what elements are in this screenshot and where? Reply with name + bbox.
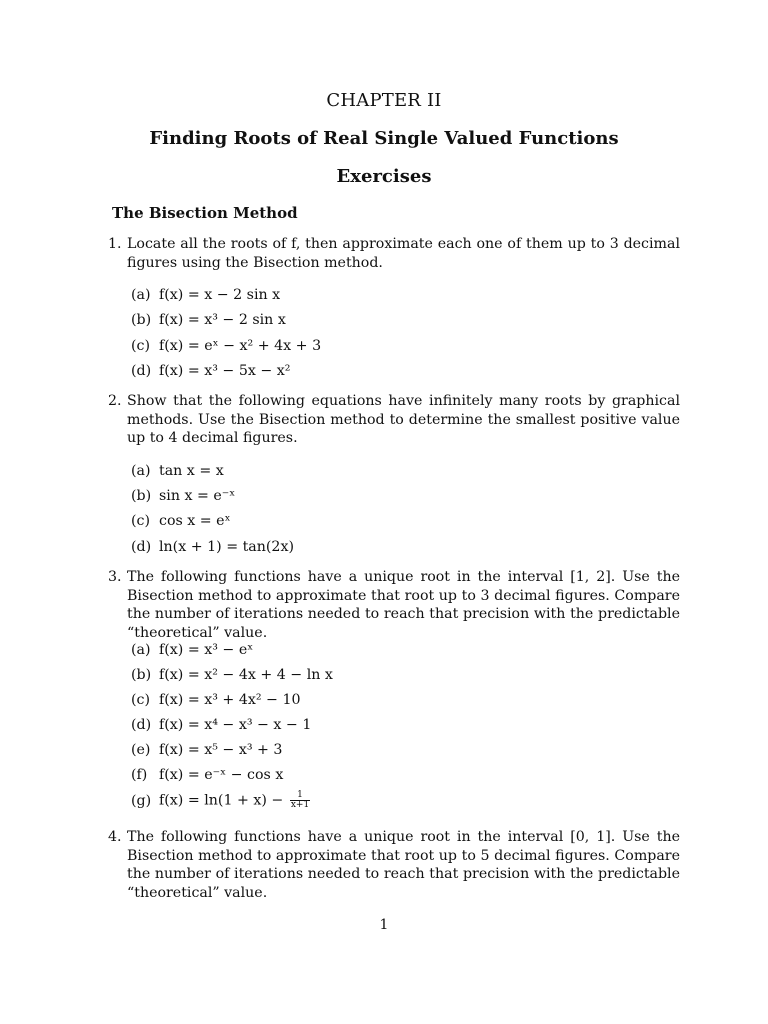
part-expression: cos x = eˣ [159, 513, 231, 529]
problem-number: 3. [108, 569, 122, 585]
problem-number: 1. [108, 236, 122, 252]
problem-part [131, 641, 253, 659]
part-expression: f(x) = x⁵ − x³ + 3 [159, 742, 283, 758]
fraction-denominator: x+1 [290, 800, 310, 810]
problem-text: The following functions have a unique root in the interval [1, 2]. Use the Bisection method to approximate that root up to 3 decimal figures. Compare the number of iterations needed to reach that precision with the predictable “theoretical” value. [127, 569, 680, 641]
part-expression: f(x) = x³ − eˣ [159, 642, 254, 658]
problem-number: 4. [108, 829, 122, 845]
part-expression: f(x) = x³ − 5x − x² [159, 363, 291, 379]
part-label: (b) [131, 667, 152, 683]
problem-part [131, 766, 283, 784]
section-heading: The Bisection Method [112, 204, 298, 222]
problem-text: Locate all the roots of f, then approximate each one of them up to 3 decimal figures using the Bisection method. [127, 236, 680, 271]
part-label: (b) [131, 488, 152, 504]
exercises-heading: Exercises [336, 166, 432, 187]
problem-number: 2. [108, 393, 122, 409]
problem-part [131, 538, 294, 556]
part-label: (a) [131, 642, 151, 658]
part-label: (c) [131, 338, 151, 354]
problem-part [131, 741, 282, 759]
problem-part [131, 512, 231, 530]
part-label: (a) [131, 287, 151, 303]
part-expression: tan x = x [159, 463, 224, 479]
problem-4 [108, 828, 680, 902]
part-expression: ln(x + 1) = tan(2x) [159, 539, 294, 555]
part-label: (d) [131, 363, 152, 379]
part-label: (c) [131, 692, 151, 708]
problem-part [131, 487, 235, 505]
part-expression: f(x) = ln(1 + x) − [159, 792, 288, 809]
problem-part [131, 362, 290, 380]
part-label: (b) [131, 312, 152, 328]
problem-part [131, 337, 321, 355]
fraction [290, 791, 310, 810]
problem-part [131, 666, 333, 684]
part-expression: f(x) = x⁴ − x³ − x − 1 [159, 717, 312, 733]
problem-text: Show that the following equations have infinitely many roots by graphical methods. Use the Bisection method to determine the smallest positive value up to 4 decimal figures. [127, 393, 680, 446]
part-label: (a) [131, 463, 151, 479]
problem-text: The following functions have a unique root in the interval [0, 1]. Use the Bisection method to approximate that root up to 5 decimal figures. Compare the number of iterations needed to reach that precision with the predictable “theoretical” value. [127, 829, 680, 901]
part-label: (d) [131, 539, 152, 555]
problem-part [131, 791, 310, 810]
part-expression: f(x) = x² − 4x + 4 − ln x [159, 667, 333, 683]
part-expression: f(x) = x − 2 sin x [159, 287, 281, 303]
chapter-heading: CHAPTER II [326, 90, 442, 111]
page-number: 1 [379, 917, 389, 933]
problem-part [131, 462, 224, 480]
chapter-title: Finding Roots of Real Single Valued Functions [149, 128, 619, 149]
part-label: (c) [131, 513, 151, 529]
part-label: (d) [131, 717, 152, 733]
part-expression: f(x) = x³ − 2 sin x [159, 312, 286, 328]
part-label: (e) [131, 742, 151, 758]
problem-part [131, 286, 280, 304]
part-expression: f(x) = e⁻ˣ − cos x [159, 767, 284, 783]
part-expression: sin x = e⁻ˣ [159, 488, 236, 504]
problem-part [131, 691, 301, 709]
part-expression: f(x) = eˣ − x² + 4x + 3 [159, 338, 322, 354]
part-expression: f(x) = x³ + 4x² − 10 [159, 692, 301, 708]
part-label: (f) [131, 767, 148, 783]
fraction-numerator: 1 [290, 791, 310, 801]
problem-2 [108, 392, 680, 448]
problem-part [131, 311, 286, 329]
problem-1 [108, 235, 680, 272]
part-label: (g) [131, 792, 152, 809]
problem-part [131, 716, 311, 734]
problem-3 [108, 568, 680, 642]
